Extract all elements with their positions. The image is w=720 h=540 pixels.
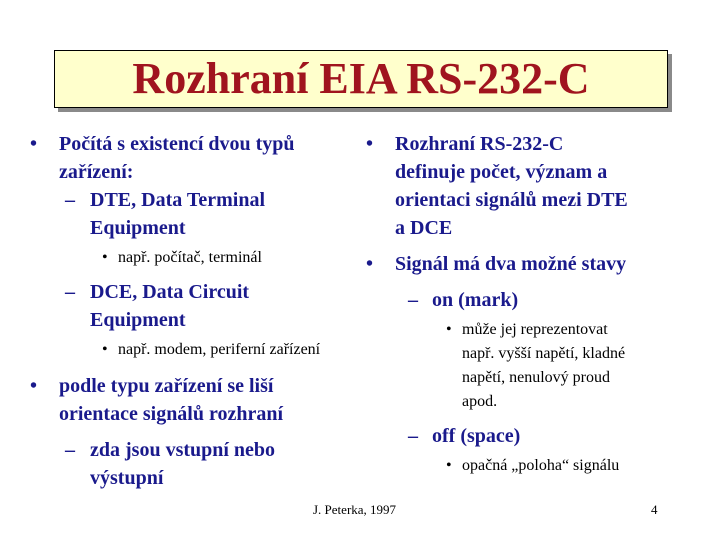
dash-marker: – <box>65 439 75 461</box>
example-dce <box>30 338 375 362</box>
bullet-text-line: Počítá s existencí dvou typů <box>59 133 295 155</box>
bullet-text-line: Equipment <box>90 309 186 331</box>
dash-marker: – <box>408 289 418 311</box>
bullet-device-types <box>30 130 375 186</box>
bullet-text-line: Rozhraní RS-232-C <box>395 133 564 155</box>
small-bullet-marker: • <box>446 457 452 474</box>
subbullet-dte <box>30 186 375 242</box>
bullet-text-line: Signál má dva možné stavy <box>395 253 627 275</box>
bullet-marker: • <box>30 375 38 397</box>
dash-marker: – <box>65 189 75 211</box>
description-on <box>366 318 711 414</box>
bullet-rs232-defines <box>366 130 711 242</box>
dash-marker: – <box>408 425 418 447</box>
bullet-text-line: zda jsou vstupní nebo <box>90 439 276 461</box>
subbullet-input-output <box>30 436 375 492</box>
bullet-text-line: opačná „poloha“ signálu <box>462 457 620 474</box>
small-bullet-marker: • <box>102 341 108 358</box>
slide-title: Rozhraní EIA RS-232-C <box>132 54 590 103</box>
bullet-text-line: např. počítač, terminál <box>118 249 262 266</box>
subbullet-off-space <box>366 422 711 450</box>
bullet-text-line: např. vyšší napětí, kladné <box>462 345 626 362</box>
bullet-text-line: podle typu zařízení se liší <box>59 375 274 397</box>
bullet-text-line: může jej reprezentovat <box>462 321 608 338</box>
footer-author: J. Peterka, 1997 <box>313 502 397 517</box>
dash-marker: – <box>65 281 75 303</box>
left-column <box>30 130 375 492</box>
bullet-text-line: DTE, Data Terminal <box>90 189 266 211</box>
bullet-marker: • <box>366 253 374 275</box>
bullet-text-line: off (space) <box>432 425 521 447</box>
subbullet-on-mark <box>366 286 711 314</box>
bullet-signal-orientation <box>30 372 375 428</box>
bullet-text-line: např. modem, periferní zařízení <box>118 341 321 358</box>
bullet-marker: • <box>30 133 38 155</box>
page-number: 4 <box>651 502 658 517</box>
example-dte <box>30 246 375 270</box>
bullet-text-line: apod. <box>462 393 498 410</box>
bullet-text-line: orientace signálů rozhraní <box>59 403 284 425</box>
bullet-text-line: orientaci signálů mezi DTE <box>395 189 628 211</box>
bullet-text-line: DCE, Data Circuit <box>90 281 250 303</box>
bullet-marker: • <box>366 133 374 155</box>
bullet-text-line: Equipment <box>90 217 186 239</box>
small-bullet-marker: • <box>446 321 452 338</box>
bullet-text-line: napětí, nenulový proud <box>462 369 610 386</box>
bullet-two-states <box>366 250 711 278</box>
bullet-text-line: definuje počet, význam a <box>395 161 608 183</box>
title-box <box>54 50 668 108</box>
subbullet-dce <box>30 278 375 334</box>
bullet-text-line: výstupní <box>90 467 164 489</box>
bullet-text-line: zařízení: <box>59 161 134 183</box>
small-bullet-marker: • <box>102 249 108 266</box>
right-column <box>366 130 711 478</box>
bullet-text-line: a DCE <box>395 217 453 239</box>
description-off <box>366 454 711 478</box>
bullet-text-line: on (mark) <box>432 289 519 311</box>
